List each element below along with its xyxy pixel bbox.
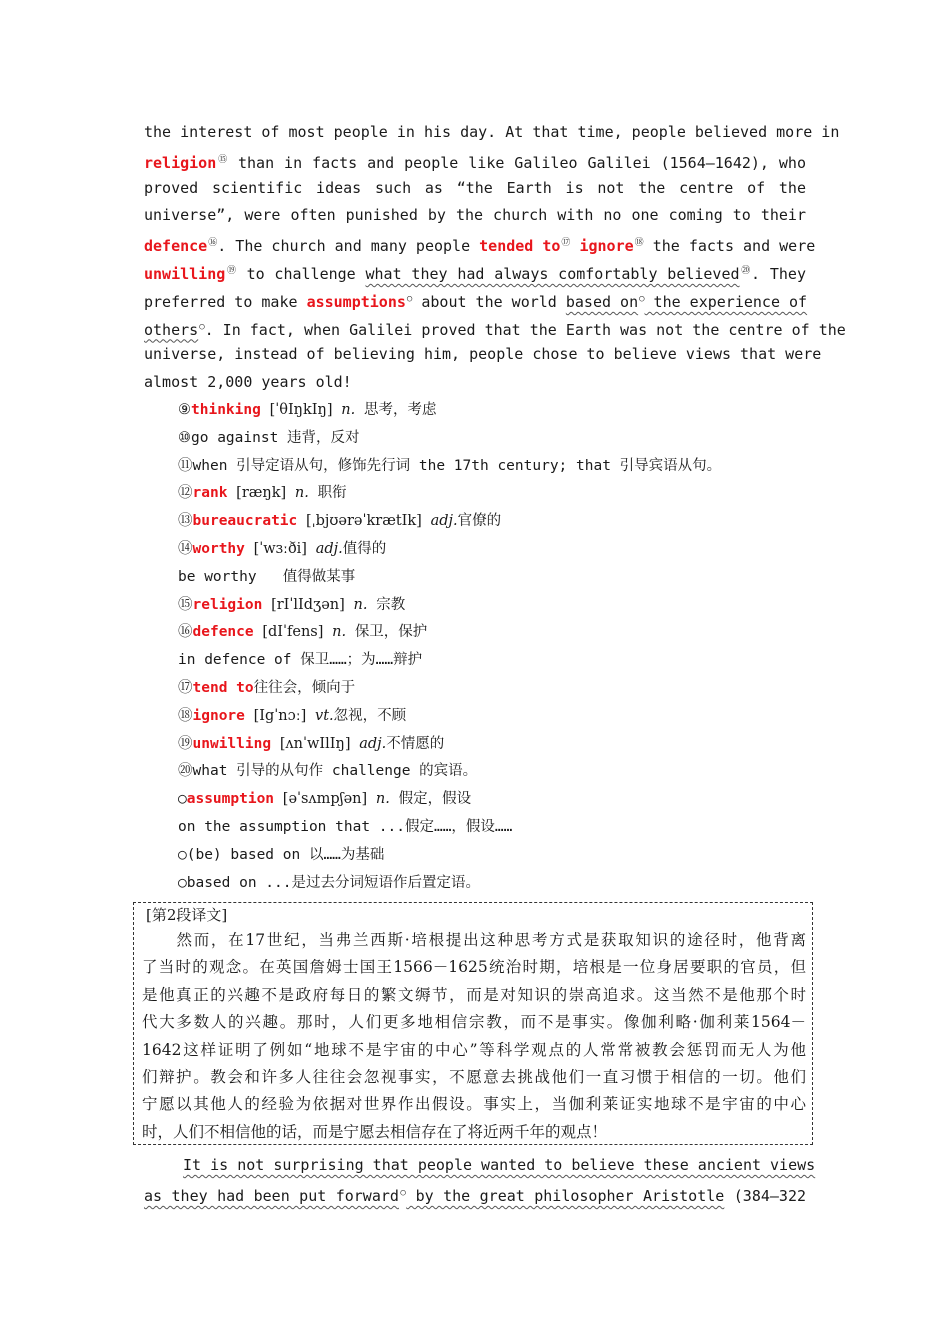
phonetic: [əˈsʌmpʃən]	[282, 791, 368, 808]
part-of-speech: n.	[332, 624, 347, 641]
translation-line: 代大多数人的兴趣。那时，人们更多地相信宗教，而不是事实。像伽利略·伽利莱1564－	[142, 1013, 806, 1032]
note-marker: ⑲	[226, 265, 237, 276]
note-number: ⑬	[178, 513, 193, 530]
vocab-word: assumption	[186, 791, 275, 808]
translation-line: 然而，在17世纪，当弗兰西斯·培根提出这种思考方式是获取知识的途径时，他背离	[142, 931, 806, 949]
translation-line: 宁愿以其他人的经验为依据对世界作出假设。事实上，当伽利莱证实地球不是宇宙的中心	[142, 1095, 806, 1114]
wavy-underlined-clause: what they had always comfortably believed	[365, 264, 740, 283]
definition: 假定，假设	[398, 791, 472, 808]
translation-line: 是他真正的兴趣不是政府每日的繁文缛节，而是对知识的崇高追求。这当然不是他那个时	[142, 985, 806, 1004]
wavy-phrase: the experience of	[644, 292, 808, 311]
vocab-item	[178, 508, 798, 536]
text-span: about the world	[412, 292, 566, 311]
note-number: ⑨	[178, 402, 191, 418]
text-line	[144, 230, 816, 258]
keyword-assumptions: assumptions	[306, 292, 406, 311]
definition: 值得的	[342, 540, 387, 557]
note-number: ○	[178, 791, 187, 808]
vocab-item: on the assumption that ...假定……，假设……	[178, 818, 513, 835]
note-marker: ⑮	[217, 154, 229, 165]
part-of-speech: n.	[341, 402, 356, 418]
vocab-item: ○(be) based on 以……为基础	[178, 846, 385, 863]
translation-line: 们辩护。教会和许多人往往会忽视事实，不愿意去挑战他们一直习惯于相信的一切。他们	[142, 1068, 806, 1087]
text-span: to challenge	[236, 264, 366, 283]
text-span: the facts and were	[643, 237, 816, 256]
vocab-item	[178, 703, 798, 731]
text-span: . The church and many people	[217, 237, 480, 256]
text-span: preferred to make	[144, 292, 307, 311]
vocab-item	[178, 592, 798, 620]
note-number: ⑯	[178, 624, 193, 641]
part-of-speech: n.	[375, 791, 390, 808]
text-span: . In fact, when Galilei proved that the Earth was not the centre of the	[204, 320, 846, 339]
vocab-item: in defence of 保卫……；为……辩护	[178, 652, 423, 669]
translation-title: [第2段译文]	[146, 906, 228, 924]
definition: 不情愿的	[386, 735, 445, 752]
note-number: ⑫	[178, 485, 193, 502]
text-line	[144, 314, 846, 342]
part-of-speech: adj.	[315, 540, 343, 557]
translation-box	[133, 902, 813, 1145]
note-marker: ⑳	[740, 265, 752, 276]
definition: 官僚的	[457, 513, 502, 530]
text-line	[144, 147, 806, 175]
translation-line: 时，人们不相信他的话，而是宁愿去相信存在了将近两千年的观点！	[142, 1122, 608, 1141]
translation-text	[142, 927, 806, 1146]
vocab-word: defence	[192, 624, 254, 641]
definition: 往往会，倾向于	[253, 679, 356, 696]
vocab-item	[178, 397, 798, 425]
vocab-item	[178, 619, 798, 647]
vocab-word: worthy	[192, 540, 245, 557]
vocab-word: rank	[192, 485, 228, 502]
translation-line: 1642这样证明了例如“地球不是宇宙的中心”等科学观点的人常常被教会惩罚而无人为他	[142, 1040, 806, 1059]
note-marker: ⑰	[561, 238, 571, 249]
vocab-word: ignore	[192, 707, 245, 724]
phonetic: [ʌnˈwIlIŋ]	[279, 735, 351, 752]
vocab-word: thinking	[191, 402, 261, 418]
phonetic: [ˈθIŋkIŋ]	[269, 402, 333, 418]
part-of-speech: vt.	[315, 707, 334, 724]
phonetic: [rIˈlIdʒən]	[271, 596, 345, 613]
text-line: almost 2,000 years old!	[144, 373, 352, 392]
wavy-phrase: by the great philosopher Aristotle	[406, 1186, 725, 1205]
vocab-item: ⑳what 引导的从句作 challenge 的宾语。	[178, 763, 478, 780]
text-line	[144, 286, 806, 314]
note-number: ⑲	[178, 735, 193, 752]
definition: 忽视，不顾	[333, 707, 407, 724]
note-marker: ○	[406, 293, 413, 304]
keyword-defence: defence	[144, 237, 208, 256]
note-number: ⑮	[178, 596, 193, 613]
wavy-phrase: others	[144, 320, 199, 339]
phonetic: [ræŋk]	[236, 485, 287, 502]
english-paragraph-2	[144, 1152, 816, 1208]
wavy-phrase: as they had been put forward	[144, 1186, 399, 1205]
text-line: universe, instead of believing him, people chose to believe views that were	[144, 345, 822, 364]
text-line: the interest of most people in his day. At that time, people believed more in	[144, 123, 840, 141]
vocab-item	[178, 536, 798, 564]
part-of-speech: n.	[353, 596, 368, 613]
note-number: ⑭	[178, 540, 193, 557]
vocab-item: be worthy 值得做某事	[178, 568, 356, 585]
vocab-item: ○based on ...是过去分词短语作后置定语。	[178, 874, 480, 891]
text-line	[144, 1180, 806, 1208]
vocab-item	[178, 731, 798, 759]
text-line: proved scientific ideas such as “the Earth is not the centre of the	[144, 178, 806, 197]
text-line	[144, 258, 806, 286]
note-marker: ⑱	[634, 238, 644, 249]
phonetic: [dIˈfens]	[262, 624, 324, 641]
vocab-item	[178, 786, 798, 814]
definition: 保卫，保护	[354, 624, 428, 641]
vocab-word: bureaucratic	[192, 513, 298, 530]
keyword-ignore: ignore	[579, 237, 634, 256]
vocab-word: unwilling	[192, 735, 272, 752]
part-of-speech: n.	[294, 485, 309, 502]
vocab-item: ⑪when 引导定语从句，修饰先行词 the 17th century; that 引导宾语从句。	[178, 457, 722, 474]
part-of-speech: adj.	[359, 735, 387, 752]
text-span: (384—322	[724, 1186, 807, 1205]
note-marker: ○	[639, 293, 645, 304]
text-span: . They	[751, 264, 806, 283]
vocab-word: tend to	[192, 679, 254, 696]
vocab-item	[178, 675, 798, 703]
english-paragraph-1	[144, 119, 846, 397]
translation-line: 了当时的观念。在英国詹姆士国王1566－1625统治时期，培根是一位身居要职的官员，但	[142, 958, 806, 977]
note-marker: ○	[199, 321, 205, 332]
keyword-unwilling: unwilling	[144, 264, 226, 283]
wavy-underlined-sentence: It is not surprising that people wanted to believe these ancient views	[183, 1156, 816, 1174]
vocab-word: religion	[192, 596, 263, 613]
indent	[144, 1156, 183, 1174]
note-marker: ⑯	[208, 238, 218, 249]
text-line	[144, 1152, 816, 1180]
note-number: ⑱	[178, 707, 193, 724]
definition: 宗教	[376, 596, 406, 613]
note-marker: ○	[399, 1187, 407, 1198]
text-span: than in facts and people like Galileo Galilei (1564—1642), who	[228, 153, 806, 172]
keyword-religion: religion	[144, 153, 217, 172]
vocab-item: ⑩go against 违背，反对	[178, 429, 360, 446]
definition: 职衔	[317, 485, 347, 502]
phonetic: [ˈwɜːði]	[253, 540, 307, 557]
text-line: universe”, were often punished by the church with no one coming to their	[144, 206, 806, 225]
note-number: ⑰	[178, 679, 193, 696]
keyword-tended-to: tended to	[479, 237, 561, 256]
wavy-based-on: based on	[565, 292, 639, 311]
definition: 思考，考虑	[363, 402, 437, 418]
phonetic: [Igˈnɔː]	[253, 707, 307, 724]
vocab-item	[178, 480, 798, 508]
phonetic: [ˌbjʊərəˈkrætIk]	[306, 513, 422, 530]
part-of-speech: adj.	[430, 513, 458, 530]
vocabulary-notes	[178, 397, 798, 897]
